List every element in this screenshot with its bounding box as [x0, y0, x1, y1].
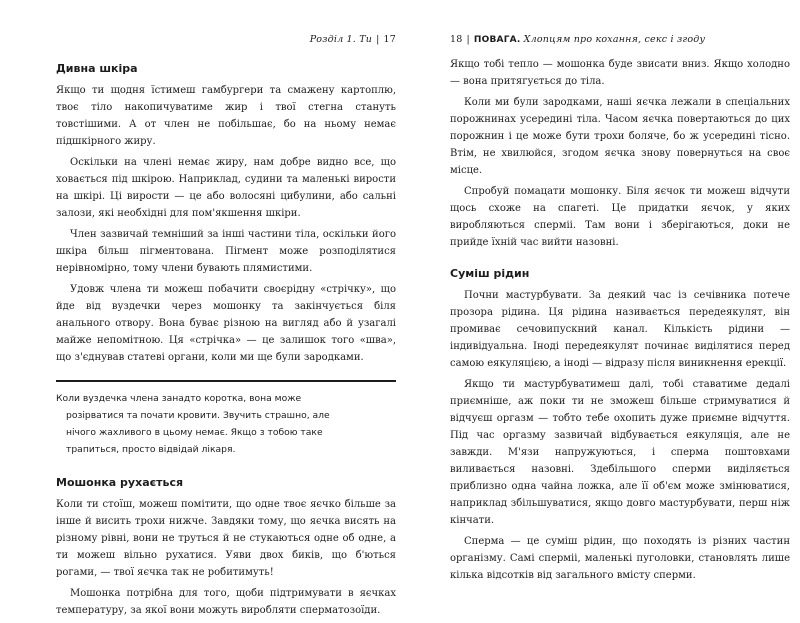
callout-line: Коли вуздечка члена занадто коротка, вона може	[56, 393, 302, 404]
paragraph: Якщо ти щодня їстимеш гамбургери та смажену картоплю, твоє тіло накопичуватиме жир і твої стегна стануть товстішими. А от член не побільшає, бо на ньому немає підшкірного жиру.	[56, 85, 396, 147]
paragraph: Мошонка потрібна для того, щоби підтримувати в яєчках температуру, за якої вони можуть виробляти сперматозоїди.	[56, 588, 396, 616]
callout-line: нічого жахливого в цьому немає. Якщо з тобою таке	[66, 427, 323, 438]
paragraph: Член зазвичай темніший за інші частини тіла, оскільки його шкіра більш пігментована. Пігмент може розподілятися нерівномірно, тому члени бувають плямистими.	[56, 229, 396, 274]
page-number: 18	[450, 34, 463, 45]
running-head-separator: |	[376, 34, 380, 45]
callout-box	[56, 380, 396, 464]
paragraph: Оскільки на члені немає жиру, нам добре видно все, що ховається під шкірою. Наприклад, судини та маленькі вирости на шкірі. Ці вирости — це або волосяні цибулини, або сальні залози, які необхідні для пом'якшення шкіри.	[56, 157, 396, 219]
paragraph: Спробуй помацати мошонку. Біля яєчок ти можеш відчути щось схоже на спагеті. Це придатки яєчок, у яких виробляються сперміі. Там вони і зберігаються, доки не прийде їхній час вийти назовні.	[450, 186, 790, 248]
page-number: 17	[383, 34, 396, 45]
paragraph: Сперма — це суміш рідин, що походять із різних частин організму. Самі сперміі, маленькі пуголовки, становлять лише кілька відсотків від загального вмісту сперми.	[450, 536, 790, 581]
chapter-title: Розділ 1. Ти	[309, 34, 373, 45]
book-subtitle: Хлопцям про кохання, секс і згоду	[523, 34, 706, 45]
paragraph: Коли ми були зародками, наші яєчка лежали в спеціальних порожнинах усередині тіла. Часом яєчка повертаються до цих порожнин і це може бути трохи боляче, бо ж усередині тісно. Втім, не хвилюйся, згодом яєчка знову повернуться на своє місце.	[450, 97, 790, 176]
section-heading: Мошонка рухається	[56, 476, 184, 489]
left-running-head	[310, 34, 396, 45]
section-heading: Суміш рідин	[450, 267, 530, 280]
paragraph: Якщо ти мастурбуватимеш далі, тобі ставатиме дедалі приємніше, аж поки ти не зможеш більше стримуватися й відчуєш оргазм — тобто тебе охопить дуже приємне відчуття. Під час оргазму зазвичай відбувається еякуляція, але не завжди. М'язи напружуються, і сперма поштовхами виливається назовні. Здебільшого сперми виділяється приблизно одна чайна ложка, але її об'єм може змінюватися, наприклад збільшуватися, якщо довго мастурбувати, перш ніж кінчати.	[450, 379, 790, 526]
paragraph: Почни мастурбувати. За деякий час із сечівника потече прозора рідина. Ця рідина називається передеякулят, він промиває сечовипускний канал. Кількість рідини — індивідуальна. Іноді передеякулят починає виділятися перед самою еякуляцією, а іноді — відразу після виникнення ерекції.	[450, 290, 790, 369]
callout-line: розірватися та почати кровити. Звучить страшно, але	[66, 410, 330, 421]
paragraph: Якщо тобі тепло — мошонка буде звисати вниз. Якщо холодно — вона притягується до тіла.	[450, 59, 790, 87]
section-heading: Дивна шкіра	[56, 62, 138, 75]
paragraph: Коли ти стоїш, можеш помітити, що одне твоє яєчко більше за інше й висить трохи нижче. Завдяки тому, що яєчка висять на різному рівні, вони не труться й не стукаються одне об одне, а ти можеш вільно рухатися. Уяви двох биків, що б'ються рогами, — твої яєчка так не робитимуть!	[56, 499, 396, 578]
callout-line: трапиться, просто відвідай лікаря.	[66, 444, 236, 455]
right-page-content	[450, 56, 790, 588]
running-head-separator: |	[466, 34, 470, 45]
book-title: ПОВАГА.	[473, 35, 521, 45]
left-page-content	[56, 56, 396, 623]
right-running-head	[450, 34, 705, 45]
paragraph: Удовж члена ти можеш побачити своєрідну «стрічку», що йде від вуздечки через мошонку та закінчується біля анального отвору. Вона буває різною на вигляд або й узагалі майже непомітною. Ця «стрічка» — це залишок того «шва», що з'єднував статеві органи, коли ми ще були зародками.	[56, 284, 396, 363]
